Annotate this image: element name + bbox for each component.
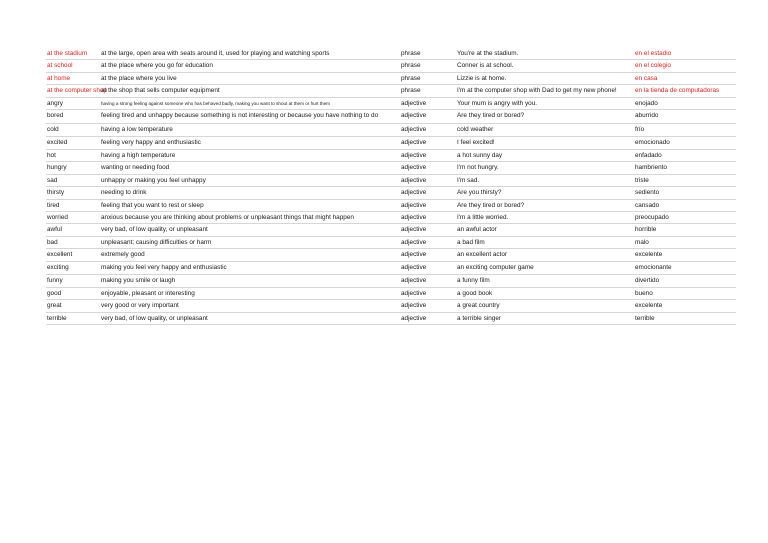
- table-row: [46, 261, 736, 275]
- table-row: [46, 149, 736, 161]
- definition-cell: making you feel very happy and enthusiastic: [100, 261, 400, 275]
- part-of-speech-cell: adjective: [400, 97, 456, 109]
- table-row: [46, 123, 736, 137]
- term-cell: terrible: [46, 312, 100, 324]
- spanish-translation-cell: excelente: [634, 249, 736, 261]
- table-row: [46, 48, 736, 60]
- term-cell: bad: [46, 236, 100, 248]
- spanish-translation-cell: en casa: [634, 72, 736, 84]
- spanish-translation-cell: enojado: [634, 97, 736, 109]
- example-sentence-cell: a terrible singer: [456, 312, 634, 324]
- table-row: [46, 275, 736, 287]
- example-sentence-cell: I'm at the computer shop with Dad to get my new phone!: [456, 85, 634, 97]
- term-cell: hot: [46, 149, 100, 161]
- definition-cell: at the place where you live: [100, 72, 400, 84]
- part-of-speech-cell: adjective: [400, 123, 456, 137]
- term-cell: at the stadium: [46, 48, 100, 60]
- spanish-translation-cell: cansado: [634, 199, 736, 211]
- example-sentence-cell: Are they tired or bored?: [456, 110, 634, 124]
- definition-cell: feeling that you want to rest or sleep: [100, 199, 400, 211]
- definition-cell: very bad, of low quality, or unpleasant: [100, 312, 400, 324]
- definition-cell: having a high temperature: [100, 149, 400, 161]
- part-of-speech-cell: adjective: [400, 224, 456, 236]
- definition-cell: at the shop that sells computer equipment: [100, 85, 400, 97]
- spanish-translation-cell: sediento: [634, 187, 736, 199]
- example-sentence-cell: I feel excited!: [456, 137, 634, 149]
- definition-cell: very bad, of low quality, or unpleasant: [100, 224, 400, 236]
- definition-cell: at the place where you go for education: [100, 60, 400, 72]
- part-of-speech-cell: adjective: [400, 300, 456, 312]
- table-row: [46, 85, 736, 97]
- table-row: [46, 312, 736, 324]
- spanish-translation-cell: triste: [634, 174, 736, 186]
- spanish-translation-cell: en el colegio: [634, 60, 736, 72]
- part-of-speech-cell: adjective: [400, 137, 456, 149]
- part-of-speech-cell: adjective: [400, 199, 456, 211]
- definition-cell: unpleasant; causing difficulties or harm: [100, 236, 400, 248]
- spanish-translation-cell: en el estadio: [634, 48, 736, 60]
- part-of-speech-cell: phrase: [400, 72, 456, 84]
- definition-cell: having a strong feeling against someone who has behaved badly, making you want to shout at them or hurt them: [100, 97, 400, 109]
- table-row: [46, 97, 736, 109]
- example-sentence-cell: Are they tired or bored?: [456, 199, 634, 211]
- definition-cell: wanting or needing food: [100, 162, 400, 174]
- term-cell: bored: [46, 110, 100, 124]
- table-row: [46, 211, 736, 223]
- table-row: [46, 249, 736, 261]
- term-cell: at the computer shop: [46, 85, 100, 97]
- table-row: [46, 60, 736, 72]
- example-sentence-cell: a funny film: [456, 275, 634, 287]
- part-of-speech-cell: adjective: [400, 149, 456, 161]
- example-sentence-cell: a great country: [456, 300, 634, 312]
- part-of-speech-cell: adjective: [400, 261, 456, 275]
- definition-cell: making you smile or laugh: [100, 275, 400, 287]
- vocabulary-table-body: [46, 48, 736, 325]
- table-row: [46, 300, 736, 312]
- table-row: [46, 236, 736, 248]
- spanish-translation-cell: hambriento: [634, 162, 736, 174]
- part-of-speech-cell: phrase: [400, 85, 456, 97]
- spanish-translation-cell: bueno: [634, 287, 736, 299]
- part-of-speech-cell: adjective: [400, 249, 456, 261]
- term-cell: excellent: [46, 249, 100, 261]
- term-cell: great: [46, 300, 100, 312]
- example-sentence-cell: an awful actor: [456, 224, 634, 236]
- term-cell: exciting: [46, 261, 100, 275]
- definition-cell: unhappy or making you feel unhappy: [100, 174, 400, 186]
- table-row: [46, 287, 736, 299]
- spanish-translation-cell: excelente: [634, 300, 736, 312]
- example-sentence-cell: Lizzie is at home.: [456, 72, 634, 84]
- term-cell: funny: [46, 275, 100, 287]
- term-cell: sad: [46, 174, 100, 186]
- term-cell: at school: [46, 60, 100, 72]
- definition-cell: extremely good: [100, 249, 400, 261]
- table-row: [46, 187, 736, 199]
- term-cell: good: [46, 287, 100, 299]
- definition-cell: anxious because you are thinking about problems or unpleasant things that might happen: [100, 211, 400, 223]
- example-sentence-cell: I'm a little worried.: [456, 211, 634, 223]
- example-sentence-cell: Your mum is angry with you.: [456, 97, 634, 109]
- table-row: [46, 72, 736, 84]
- part-of-speech-cell: phrase: [400, 48, 456, 60]
- definition-cell: needing to drink: [100, 187, 400, 199]
- part-of-speech-cell: adjective: [400, 275, 456, 287]
- spanish-translation-cell: preocupado: [634, 211, 736, 223]
- example-sentence-cell: cold weather: [456, 123, 634, 137]
- term-cell: tired: [46, 199, 100, 211]
- definition-cell: feeling tired and unhappy because something is not interesting or because you have nothing to do: [100, 110, 400, 124]
- example-sentence-cell: You're at the stadium.: [456, 48, 634, 60]
- spanish-translation-cell: divertido: [634, 275, 736, 287]
- table-row: [46, 162, 736, 174]
- part-of-speech-cell: adjective: [400, 174, 456, 186]
- term-cell: cold: [46, 123, 100, 137]
- term-cell: excited: [46, 137, 100, 149]
- term-cell: angry: [46, 97, 100, 109]
- spanish-translation-cell: terrible: [634, 312, 736, 324]
- table-row: [46, 174, 736, 186]
- part-of-speech-cell: adjective: [400, 287, 456, 299]
- spanish-translation-cell: emocionado: [634, 137, 736, 149]
- part-of-speech-cell: adjective: [400, 187, 456, 199]
- spanish-translation-cell: en la tienda de computadoras: [634, 85, 736, 97]
- part-of-speech-cell: adjective: [400, 110, 456, 124]
- term-cell: worried: [46, 211, 100, 223]
- example-sentence-cell: Are you thirsty?: [456, 187, 634, 199]
- spanish-translation-cell: emocionante: [634, 261, 736, 275]
- vocabulary-table: [46, 48, 736, 325]
- spanish-translation-cell: aburrido: [634, 110, 736, 124]
- definition-cell: feeling very happy and enthusiastic: [100, 137, 400, 149]
- definition-cell: very good or very important: [100, 300, 400, 312]
- table-row: [46, 137, 736, 149]
- example-sentence-cell: a bad film: [456, 236, 634, 248]
- example-sentence-cell: I'm not hungry.: [456, 162, 634, 174]
- part-of-speech-cell: adjective: [400, 162, 456, 174]
- term-cell: awful: [46, 224, 100, 236]
- definition-cell: at the large, open area with seats around it, used for playing and watching sports: [100, 48, 400, 60]
- spanish-translation-cell: enfadado: [634, 149, 736, 161]
- spanish-translation-cell: frío: [634, 123, 736, 137]
- spanish-translation-cell: horrible: [634, 224, 736, 236]
- table-row: [46, 110, 736, 124]
- term-cell: thirsty: [46, 187, 100, 199]
- table-row: [46, 224, 736, 236]
- example-sentence-cell: an exciting computer game: [456, 261, 634, 275]
- example-sentence-cell: a hot sunny day: [456, 149, 634, 161]
- term-cell: hungry: [46, 162, 100, 174]
- definition-cell: having a low temperature: [100, 123, 400, 137]
- example-sentence-cell: Conner is at school.: [456, 60, 634, 72]
- definition-cell: enjoyable, pleasant or interesting: [100, 287, 400, 299]
- example-sentence-cell: a good book: [456, 287, 634, 299]
- part-of-speech-cell: adjective: [400, 211, 456, 223]
- part-of-speech-cell: phrase: [400, 60, 456, 72]
- example-sentence-cell: an excellent actor: [456, 249, 634, 261]
- term-cell: at home: [46, 72, 100, 84]
- example-sentence-cell: I'm sad.: [456, 174, 634, 186]
- spanish-translation-cell: malo: [634, 236, 736, 248]
- table-row: [46, 199, 736, 211]
- vocabulary-sheet: [46, 48, 726, 325]
- part-of-speech-cell: adjective: [400, 236, 456, 248]
- part-of-speech-cell: adjective: [400, 312, 456, 324]
